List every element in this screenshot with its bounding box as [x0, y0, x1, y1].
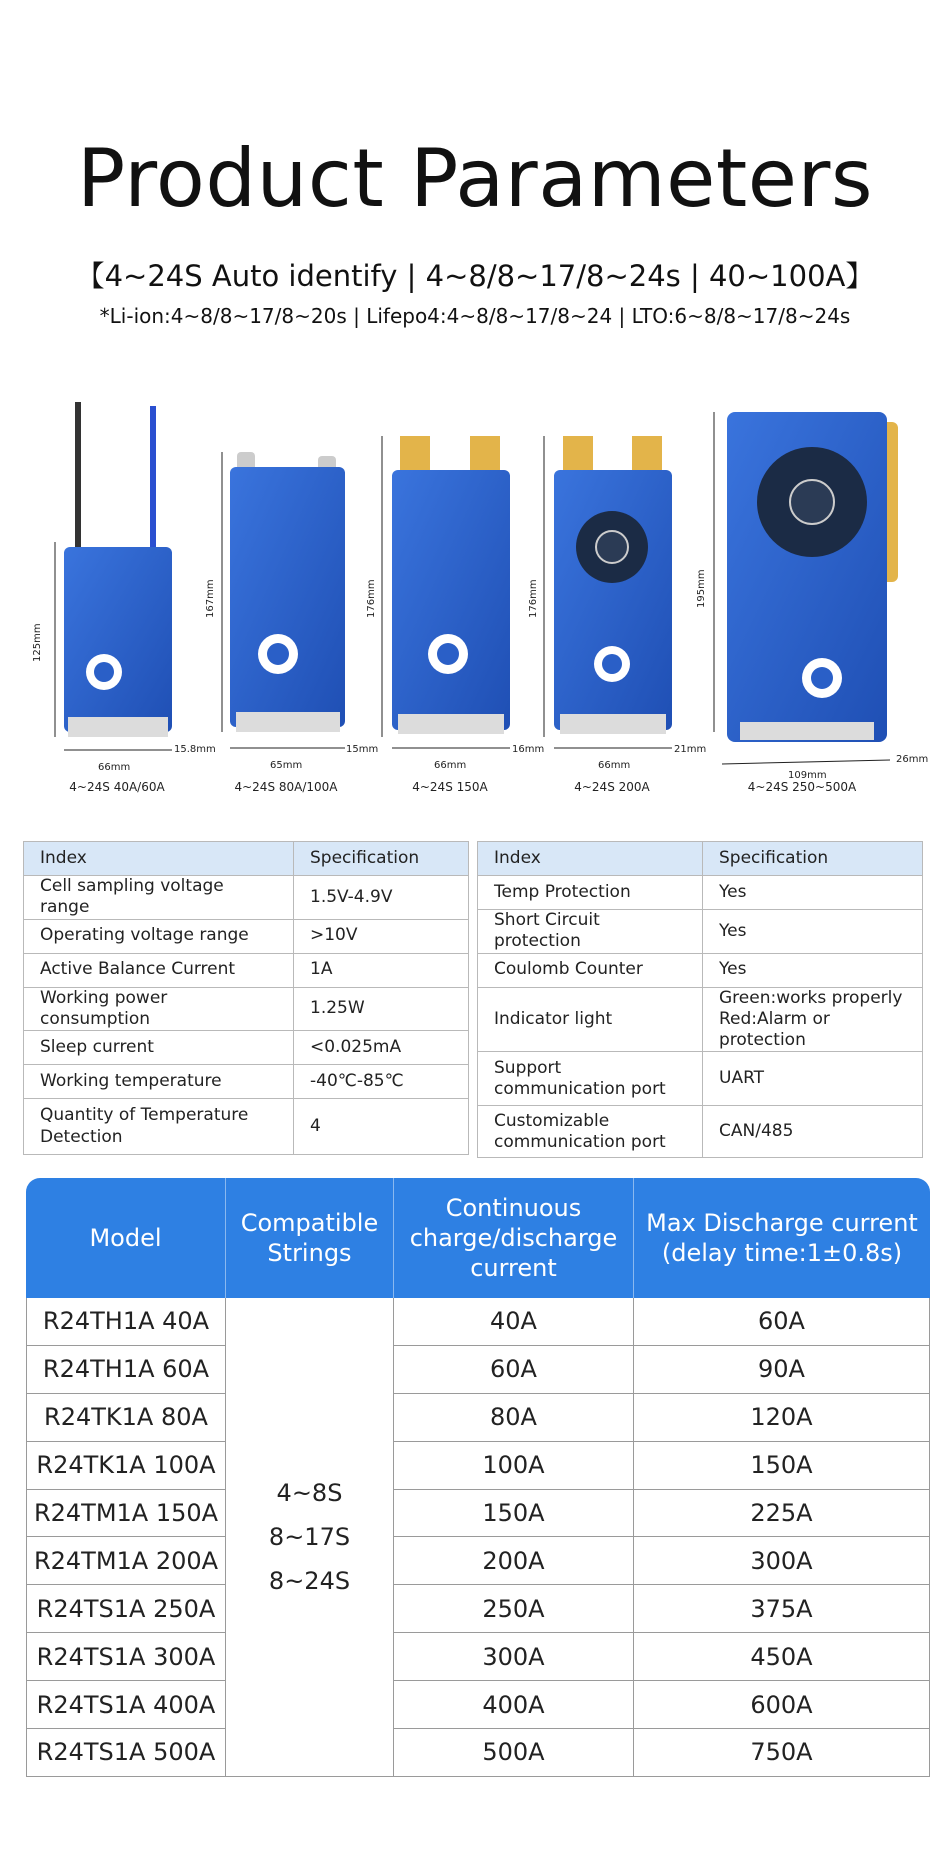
- continuous-current-cell: 300A: [394, 1633, 634, 1681]
- model-table-header: [26, 1178, 930, 1298]
- product-1-height: 125mm: [32, 623, 43, 662]
- continuous-current-cell: 250A: [394, 1585, 634, 1633]
- table-row: [26, 1729, 930, 1777]
- spec-left-header: [24, 842, 469, 876]
- product-2-caption: 4~24S 80A/100A: [234, 780, 338, 794]
- spec-value: UART: [703, 1052, 923, 1106]
- model-cell: R24TK1A 80A: [26, 1394, 226, 1442]
- strings-value: 8~24S: [268, 1566, 351, 1595]
- product-1-caption: 4~24S 40A/60A: [69, 780, 165, 794]
- spec-index: Active Balance Current: [24, 953, 294, 987]
- table-row: [26, 1298, 930, 1346]
- page-subtitle: 【4~24S Auto identify | 4~8/8~17/8~24s | 40~100A】: [75, 259, 875, 293]
- model-cell: R24TK1A 100A: [26, 1442, 226, 1490]
- spec-left-row: [24, 1031, 469, 1065]
- page-title: Product Parameters: [76, 132, 874, 225]
- product-2-image: [222, 452, 345, 748]
- product-5-height: 195mm: [696, 569, 707, 608]
- spec-index: Support communication port: [478, 1052, 703, 1106]
- battery-type-note: *Li-ion:4~8/8~17/8~20s | Lifepo4:4~8/8~17/8~24 | LTO:6~8/8~17/8~24s: [99, 304, 851, 328]
- spec-index: Cell sampling voltage range: [24, 876, 294, 920]
- model-cell: R24TM1A 200A: [26, 1537, 226, 1585]
- spec-table-right: [477, 841, 923, 1158]
- header-max-discharge: Max Discharge current (delay time:1±0.8s): [634, 1178, 930, 1298]
- spec-left-row: [24, 1099, 469, 1155]
- header-compatible-strings: Compatible Strings: [226, 1178, 394, 1298]
- continuous-current-cell: 80A: [394, 1394, 634, 1442]
- spec-right-header: [478, 842, 923, 876]
- header-continuous-current: Continuous charge/discharge current: [394, 1178, 634, 1298]
- model-cell: R24TH1A 60A: [26, 1346, 226, 1394]
- spec-value: 1.25W: [294, 987, 469, 1031]
- model-table: [26, 1178, 930, 1777]
- product-3-width: 66mm: [434, 760, 467, 771]
- product-1-width: 66mm: [98, 762, 131, 773]
- max-discharge-cell: 600A: [634, 1681, 930, 1729]
- spec-right-header-spec: Specification: [703, 842, 923, 876]
- product-4-image: [544, 436, 672, 748]
- spec-table-left: [23, 841, 469, 1155]
- spec-index: Quantity of Temperature Detection: [24, 1099, 294, 1155]
- product-5-width: 109mm: [788, 770, 827, 781]
- spec-left-row: [24, 876, 469, 920]
- max-discharge-cell: 120A: [634, 1394, 930, 1442]
- spec-index: Working power consumption: [24, 987, 294, 1031]
- product-2-height: 167mm: [205, 579, 216, 618]
- spec-value: CAN/485: [703, 1106, 923, 1158]
- spec-right-header-index: Index: [478, 842, 703, 876]
- spec-index: Sleep current: [24, 1031, 294, 1065]
- spec-left-row: [24, 953, 469, 987]
- model-cell: R24TH1A 40A: [26, 1298, 226, 1346]
- max-discharge-cell: 90A: [634, 1346, 930, 1394]
- header-model: Model: [26, 1178, 226, 1298]
- continuous-current-cell: 40A: [394, 1298, 634, 1346]
- spec-right-row: [478, 987, 923, 1052]
- product-5-image: [714, 412, 898, 764]
- spec-value: >10V: [294, 919, 469, 953]
- strings-value: 4~8S: [276, 1478, 343, 1507]
- spec-right-row: [478, 910, 923, 954]
- spec-value: 1A: [294, 953, 469, 987]
- max-discharge-cell: 300A: [634, 1537, 930, 1585]
- max-discharge-cell: 60A: [634, 1298, 930, 1346]
- spec-left-row: [24, 1065, 469, 1099]
- model-cell: R24TS1A 500A: [26, 1729, 226, 1777]
- continuous-current-cell: 150A: [394, 1490, 634, 1538]
- max-discharge-cell: 750A: [634, 1729, 930, 1777]
- product-5-depth: 26mm: [896, 754, 929, 765]
- spec-index: Temp Protection: [478, 876, 703, 910]
- continuous-current-cell: 200A: [394, 1537, 634, 1585]
- table-row: [26, 1490, 930, 1538]
- model-cell: R24TS1A 300A: [26, 1633, 226, 1681]
- max-discharge-cell: 450A: [634, 1633, 930, 1681]
- product-4-height: 176mm: [528, 579, 539, 618]
- spec-left-row: [24, 987, 469, 1031]
- table-row: [26, 1681, 930, 1729]
- spec-index: Operating voltage range: [24, 919, 294, 953]
- table-row: [26, 1585, 930, 1633]
- model-cell: R24TS1A 250A: [26, 1585, 226, 1633]
- spec-value: Green:works properly Red:Alarm or protection: [703, 987, 923, 1052]
- product-images: [0, 392, 950, 812]
- product-3-caption: 4~24S 150A: [412, 780, 488, 794]
- table-row: [26, 1394, 930, 1442]
- spec-value: -40℃-85℃: [294, 1065, 469, 1099]
- continuous-current-cell: 400A: [394, 1681, 634, 1729]
- spec-index: Indicator light: [478, 987, 703, 1052]
- spec-index: Customizable communication port: [478, 1106, 703, 1158]
- product-2-width: 65mm: [270, 760, 303, 771]
- spec-value: Yes: [703, 876, 923, 910]
- max-discharge-cell: 225A: [634, 1490, 930, 1538]
- continuous-current-cell: 60A: [394, 1346, 634, 1394]
- product-lineup: [0, 392, 950, 812]
- spec-right-row: [478, 876, 923, 910]
- max-discharge-cell: 150A: [634, 1442, 930, 1490]
- product-1-image: [55, 402, 172, 750]
- compatible-strings-cell: [226, 1298, 394, 1777]
- product-4-depth: 21mm: [674, 744, 707, 755]
- spec-value: Yes: [703, 910, 923, 954]
- model-cell: R24TS1A 400A: [26, 1681, 226, 1729]
- product-4-caption: 4~24S 200A: [574, 780, 650, 794]
- model-cell: R24TM1A 150A: [26, 1490, 226, 1538]
- spec-value: 1.5V-4.9V: [294, 876, 469, 920]
- product-3-image: [382, 436, 510, 748]
- continuous-current-cell: 100A: [394, 1442, 634, 1490]
- product-3-depth: 16mm: [512, 744, 545, 755]
- spec-value: Yes: [703, 953, 923, 987]
- continuous-current-cell: 500A: [394, 1729, 634, 1777]
- spec-left-header-spec: Specification: [294, 842, 469, 876]
- product-4-width: 66mm: [598, 760, 631, 771]
- max-discharge-cell: 375A: [634, 1585, 930, 1633]
- spec-index: Coulomb Counter: [478, 953, 703, 987]
- spec-left-header-index: Index: [24, 842, 294, 876]
- product-2-depth: 15mm: [346, 744, 379, 755]
- table-row: [26, 1537, 930, 1585]
- spec-index: Working temperature: [24, 1065, 294, 1099]
- product-3-height: 176mm: [366, 579, 377, 618]
- model-table-container: [26, 1178, 930, 1777]
- spec-index: Short Circuit protection: [478, 910, 703, 954]
- spec-right-row: [478, 1106, 923, 1158]
- table-row: [26, 1346, 930, 1394]
- strings-value: 8~17S: [268, 1522, 351, 1551]
- product-1-depth: 15.8mm: [174, 744, 216, 755]
- table-row: [26, 1633, 930, 1681]
- spec-right-row: [478, 953, 923, 987]
- spec-right-row: [478, 1052, 923, 1106]
- spec-value: <0.025mA: [294, 1031, 469, 1065]
- product-5-caption: 4~24S 250~500A: [747, 780, 857, 794]
- spec-left-row: [24, 919, 469, 953]
- spec-value: 4: [294, 1099, 469, 1155]
- table-row: [26, 1442, 930, 1490]
